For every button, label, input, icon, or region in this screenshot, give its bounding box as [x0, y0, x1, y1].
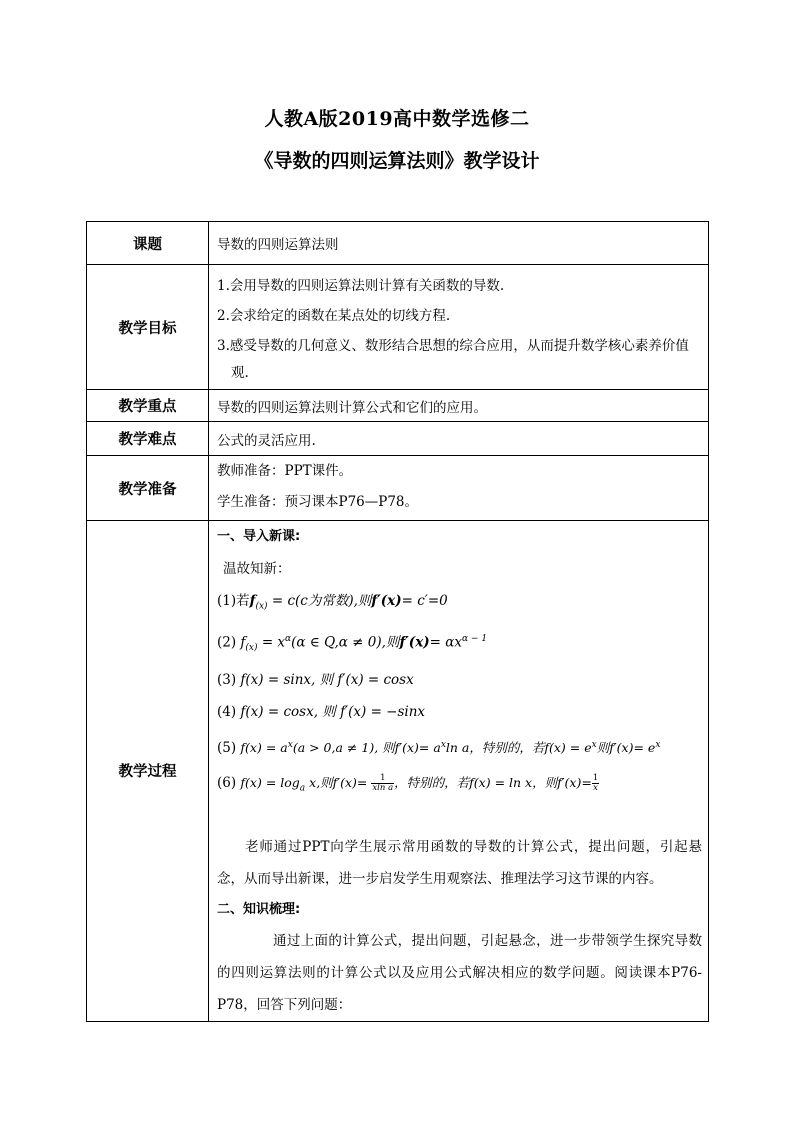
knowledge-paragraph: 通过上面的计算公式，提出问题，引起悬念，进一步带领学生探究导数的四则运算法则的计算公式以及应用公式解决相应的数学问题。阅读课本P76-P78，回答下列问题： [217, 932, 702, 1013]
formula-6: (6) $f(x) = \log_a x$,则f′(x)= $\frac{1}{\text{xln a}}$ ，特别的，若f(x) = ln x，则f′(x)= $\frac{1}{x}$ [217, 773, 599, 794]
row-label-key: 教学重点 [87, 390, 209, 422]
prep-cell [209, 456, 709, 521]
formula-1: (1)若$f_{(x)} = c(c$为常数),则f′(x)= c′=0 [217, 593, 448, 612]
row-label-difficulty: 教学难点 [87, 422, 209, 456]
process-cell [209, 521, 709, 1022]
goal-item: 2.会求给定的函数在某点处的切线方程. [217, 308, 451, 324]
lesson-plan-table [86, 221, 709, 1022]
document-title: 人教A版2019高中数学选修二 [264, 108, 530, 130]
review-label: 温故知新： [223, 561, 291, 577]
goal-item: 1.会用导数的四则运算法则计算有关函数的导数. [217, 278, 505, 294]
fraction: $\frac{1}{\text{xln a}}$ [372, 773, 394, 794]
row-label-topic: 课题 [87, 222, 209, 265]
teacher-prep: 教师准备：PPT课件。 [217, 463, 353, 479]
formula-3: (3) f(x) = sinx, 则 f′(x) = cosx [217, 671, 414, 688]
difficulty-value: 公式的灵活应用. [209, 422, 709, 456]
key-value: 导数的四则运算法则计算公式和它们的应用。 [209, 390, 709, 422]
section-heading: 二、知识梳理: [217, 901, 301, 917]
row-label-goals: 教学目标 [87, 265, 209, 390]
topic-value: 导数的四则运算法则 [209, 222, 709, 265]
row-label-process: 教学过程 [87, 521, 209, 1022]
student-prep: 学生准备：预习课本P76—P78。 [217, 494, 419, 510]
goal-item: 3.感受导数的几何意义、数形结合思想的综合应用，从而提升数学核心素养价值 [217, 338, 689, 354]
intro-paragraph: 老师通过PPT向学生展示常用函数的导数的计算公式，提出问题，引起悬念，从而导出新课，进一步启发学生用观察法、推理法学习这节课的内容。 [217, 838, 702, 887]
goals-cell [209, 265, 709, 390]
section-heading: 一、导入新课: [217, 529, 301, 544]
row-label-prep: 教学准备 [87, 456, 209, 521]
formula-5: (5) $f(x) = a^x(a > 0,a \ne 1)$, 则$f'(x)= a^x\ln$ a，特别的，若$f(x) = e^x$则$f'(x)= e^x$ [217, 739, 661, 757]
fraction: $\frac{1}{x}$ [592, 773, 599, 794]
goal-item: 观. [231, 365, 249, 381]
document-subtitle: 《导数的四则运算法则》教学设计 [254, 150, 540, 172]
formula-2: (2) $f_{(x)} = x^\alpha(\alpha$ ∈ Q,α ≠ 0),则$f'(x)= \alpha x^{\alpha - 1}$ [217, 633, 488, 653]
formula-4: (4) f(x) = cosx, 则 f′(x) = −sinx [217, 703, 426, 720]
